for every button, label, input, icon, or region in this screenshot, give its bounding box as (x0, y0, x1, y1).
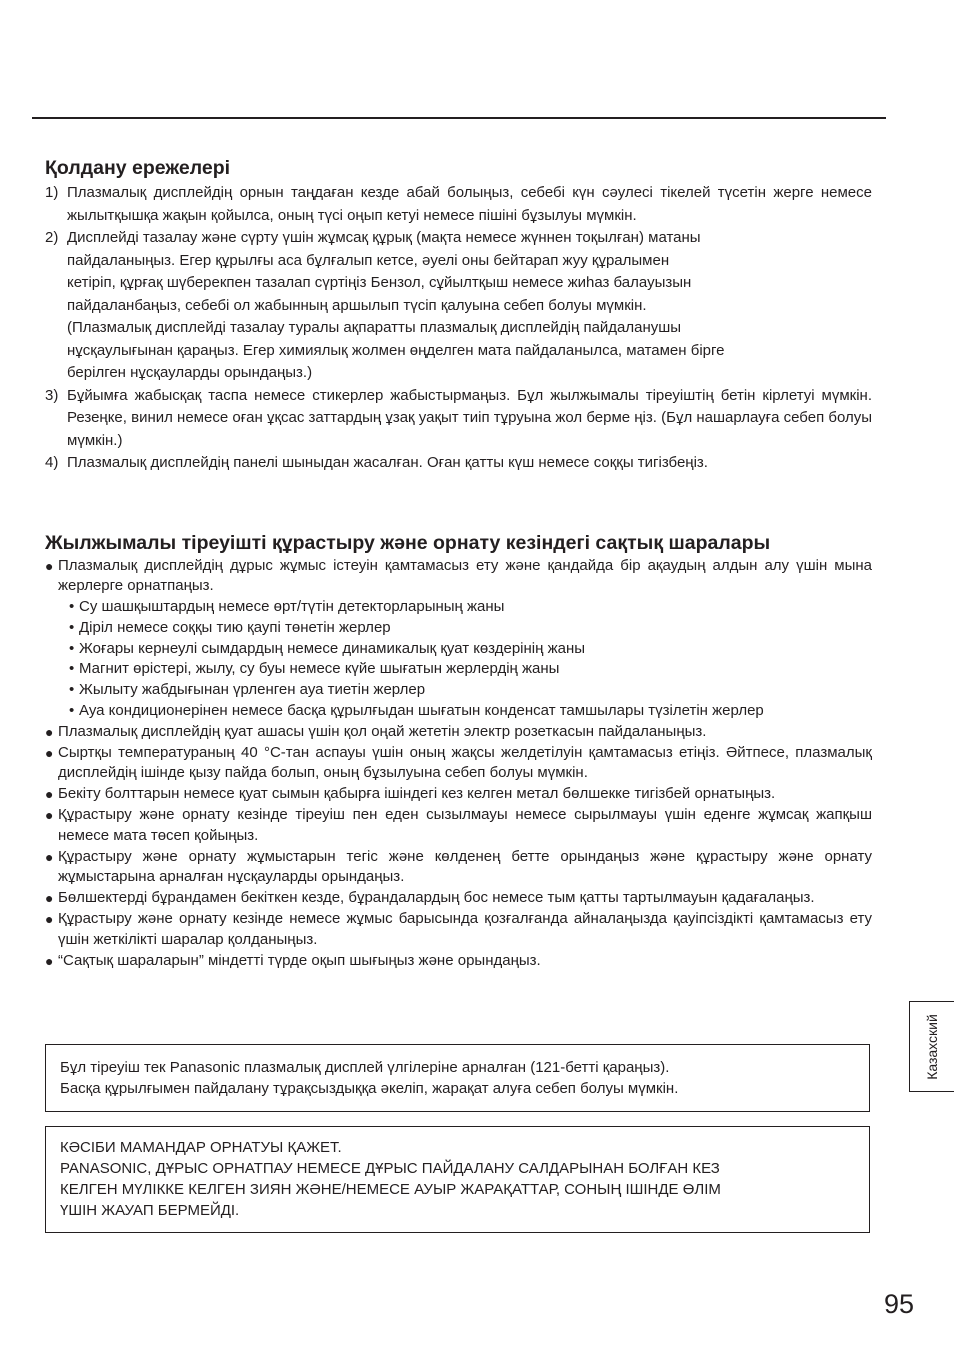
sub-item (45, 618, 872, 639)
section-heading-usage-rules: Қолдану ережелері (45, 157, 231, 179)
main-content (45, 155, 872, 971)
bullet-icon: ● (45, 890, 54, 907)
bullet-item (45, 743, 872, 785)
item-text: Плазмалық дисплейдің орнын таңдаған кезде абай болыңыз, себебі күн сәулесі тікелей түсетін жерге немесе жылытқышқа жақын қойылса, оның түсі оңып кетуі немесе пішіні бұзылуы мүмкін. (67, 184, 872, 224)
item-text: Бұйымға жабысқақ таспа немесе стикерлер жабыстырмаңыз. Бұл жылжымалы тіреуіштің бетін кірлетуі мүмкін. Резеңке, винил немесе оған ұқсас заттардың ұзақ уақыт тиіп тұруына жол берме ңіз. (Бұл нашарлауға себеп болуы мүмкін.) (67, 386, 872, 449)
section-heading-precautions: Жылжымалы тіреуішті құрастыру және орнату кезіндегі сақтық шаралары (45, 531, 771, 554)
bullet-item (45, 722, 872, 743)
item-line: (Плазмалық дисплейді тазалау туралы ақпаратты плазмалық дисплейдің пайдаланушы (67, 319, 682, 336)
item-text: Плазмалық дисплейдің панелі шыныдан жасалған. Оған қатты күш немесе соққы тигізбеңіз. (67, 454, 708, 471)
bullet-icon: ● (45, 807, 54, 824)
language-label: Казахский (924, 1013, 940, 1080)
bullet-icon: ● (45, 723, 54, 740)
numbered-item-3 (45, 385, 872, 453)
bullet-item (45, 951, 872, 972)
numbered-item-2 (45, 227, 872, 385)
bullet-text: Бекіту болттарын немесе қуат сымын қабырға ішіндегі кез келген метал бөлшекке тигізбей орнатыңыз. (58, 785, 776, 803)
sub-item-text: Магнит өрістері, жылу, су буы немесе күйе шығатын жерлердің жаны (79, 660, 560, 678)
bullet-text: Сыртқы температураның 40 °C-тан аспауы үшін оның жақсы желдетілуін қамтамасыз етіңіз. Әйтпесе, плазмалық дисплейдің ішінде қызу пайда болып, оның бұзылуына себеп болуы мүмкін. (58, 743, 872, 782)
sub-item (45, 639, 872, 660)
bullet-item (45, 847, 872, 889)
item-line: нұсқаулығынан қараңыз. Егер химиялық жолмен өңделген мата пайдаланылса, матамен бірге (67, 341, 725, 359)
bullet-text: “Сақтық шараларын” міндетті түрде оқып шығыңыз және орындаңыз. (58, 951, 541, 969)
sub-item-text: Су шашқыштардың немесе өрт/түтін детекторларының жаны (79, 598, 505, 616)
sub-item-text: Діріл немесе соққы тию қаупі төнетін жерлер (79, 618, 391, 636)
bullet-icon: ● (45, 786, 54, 803)
sub-item (45, 659, 872, 680)
sub-bullet-icon: • (69, 639, 75, 657)
warning-line: PANASONIC, ДҰРЫС ОРНАТПАУ НЕМЕСЕ ДҰРЫС ПАЙДАЛАНУ САЛДАРЫНАН БОЛҒАН КЕЗ (60, 1160, 720, 1177)
sub-bullet-icon: • (69, 618, 75, 636)
sub-item-text: Жоғары кернеулі сымдардың немесе динамикалық қуат көздерінің жаны (79, 639, 586, 657)
page-number: 95 (884, 1289, 915, 1319)
bullet-text: Плазмалық дисплейдің дұрыс жұмыс істеуін қамтамасыз ету және қандайда бір ақаудың алдын алу үшін мына жерлерге орнатпаңыз. (58, 556, 872, 595)
sub-item-text: Ауа кондиционерінен немесе басқа құрылғыдан шығатын конденсат тамшылары түзілетін жерлер (79, 702, 764, 720)
item-number: 4) (45, 454, 59, 471)
sub-item-text: Жылыту жабдығынан үрленген ауа тиетін жерлер (79, 681, 426, 699)
compatibility-note-box (45, 1044, 870, 1112)
bullet-icon: ● (45, 911, 54, 928)
warning-line: КӘСІБИ МАМАНДАР ОРНАТУЫ ҚАЖЕТ. (60, 1139, 342, 1156)
bullet-item (45, 909, 872, 951)
item-line: берілген нұсқауларды орындаңыз.) (67, 364, 313, 381)
bullet-icon: ● (45, 744, 54, 761)
item-number: 3) (45, 386, 59, 404)
sub-bullet-icon: • (69, 598, 75, 616)
warning-box (45, 1126, 870, 1233)
bullet-icon: ● (45, 557, 54, 574)
note-line: Бұл тіреуіш тек Panasonic плазмалық дисплей үлгілеріне арналған (121-бетті қараңыз). (60, 1059, 670, 1076)
bullet-text: Құрастыру және орнату кезінде тіреуіш пен еден сызылмауы немесе сырылмауы үшін еденге жұмсақ жапқыш немесе мата төсеп қойыңыз. (58, 806, 872, 844)
warning-line: ҮШІН ЖАУАП БЕРМЕЙДІ. (60, 1202, 240, 1219)
numbered-item-1 (45, 182, 872, 227)
bullet-text: Құрастыру және орнату кезінде немесе жұмыс барысында қозғалғанда айналаңызда қауіпсіздікті қамтамасыз ету үшін жеткілікті шаралар қолданыңыз. (58, 910, 872, 948)
warning-line: КЕЛГЕН МҮЛІККЕ КЕЛГЕН ЗИЯН ЖӘНЕ/НЕМЕСЕ АУЫР ЖАРАҚАТТАР, СОНЫҢ ІШІНДЕ ӨЛІМ (60, 1181, 721, 1198)
item-number: 1) (45, 184, 59, 201)
note-line: Басқа құрылғымен пайдалану тұрақсыздыққа әкеліп, жарақат алуға себеп болуы мүмкін. (60, 1080, 679, 1097)
language-side-tab (909, 1001, 954, 1092)
bullet-text: Бөлшектерді бұрандамен бекіткен кезде, бұрандалардың бос немесе тым қатты тартылмауын қадағалаңыз. (58, 889, 815, 907)
sub-item (45, 701, 872, 722)
sub-bullet-icon: • (69, 660, 75, 678)
top-rule (32, 117, 886, 119)
bullet-item (45, 556, 872, 598)
sub-item (45, 597, 872, 618)
sub-bullet-icon: • (69, 681, 75, 699)
sub-bullet-icon: • (69, 702, 75, 720)
item-line: кетіріп, құрғақ шүберекпен тазалап сүртіңіз Бензол, сұйылтқыш немесе жиһаз балауызын (67, 274, 692, 291)
bullet-item (45, 784, 872, 805)
bullet-icon: ● (45, 952, 54, 969)
bullet-item (45, 888, 872, 909)
bullet-text: Плазмалық дисплейдің қуат ашасы үшін қол оңай жететін электр розеткасын пайдаланыңыз. (58, 722, 707, 740)
numbered-item-4 (45, 452, 872, 475)
bullet-icon: ● (45, 848, 54, 865)
bullet-text: Құрастыру және орнату жұмыстарын тегіс және көлденең бетте орындаңыз және құрастыру және орнату жұмыстарына арналған нұсқауларды орындаңыз. (58, 847, 872, 886)
item-line: Дисплейді тазалау және сүрту үшін жұмсақ құрық (мақта немесе жүннен тоқылған) матаны (67, 229, 701, 246)
item-number: 2) (45, 229, 59, 246)
item-line: пайдаланыңыз. Егер құрылғы аса бұлғалып кетсе, әуелі оны бейтарап жуу құралымен (67, 251, 670, 269)
item-line: пайдаланбаңыз, себебі ол жабынның аршылып түсіп қалуына себеп болуы мүмкін. (67, 296, 647, 314)
sub-item (45, 680, 872, 701)
bullet-item (45, 805, 872, 847)
